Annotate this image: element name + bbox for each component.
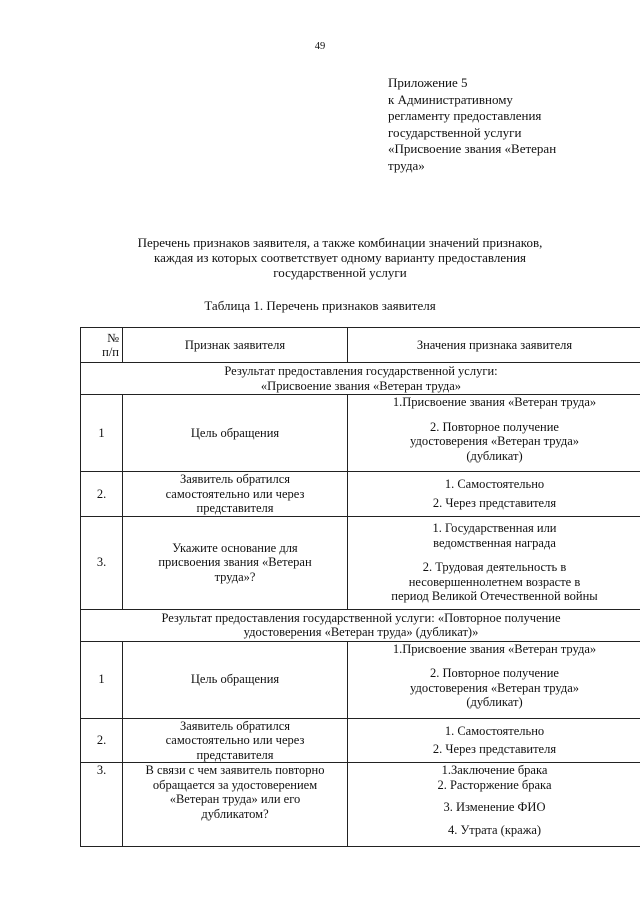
document-heading [120, 235, 560, 281]
appendix-line: «Присвоение звания «Ветеран [388, 141, 557, 157]
section-title-line: Результат предоставления государственной услуги: [224, 364, 498, 378]
header-feature: Признак заявителя [123, 328, 348, 363]
value-line: 2. Расторжение брака [437, 777, 552, 792]
row-values [348, 641, 640, 718]
row-values [348, 763, 640, 847]
value-line: 2. Повторное получение [430, 419, 559, 434]
feature-line: Заявитель обратился [180, 718, 290, 733]
heading-line: государственной услуги [273, 265, 407, 281]
value-line: (дубликат) [466, 448, 523, 463]
row-num: 1 [81, 395, 123, 472]
row-feature: Цель обращения [123, 395, 348, 472]
section-title [81, 363, 640, 395]
row-feature [123, 763, 348, 847]
feature-line: самостоятельно или через [165, 733, 305, 747]
appendix-line: государственной услуги [388, 124, 522, 140]
section-title-line: удостоверения «Ветеран труда» (дубликат)» [243, 625, 479, 639]
value-line: 4. Утрата (кража) [447, 822, 542, 837]
row-feature: Цель обращения [123, 641, 348, 718]
feature-line: самостоятельно или через [165, 486, 305, 501]
table-caption: Таблица 1. Перечень признаков заявителя [204, 298, 436, 313]
value-line: (дубликат) [466, 695, 523, 709]
appendix-line: труда» [388, 157, 425, 173]
table-row [81, 641, 640, 718]
section-title [81, 609, 640, 641]
value-line: 1. Самостоятельно [444, 477, 545, 492]
value-line: 2. Повторное получение [430, 666, 559, 680]
row-values [348, 472, 640, 517]
row-num: 2. [81, 472, 123, 517]
feature-line: труда»? [214, 569, 256, 584]
table-row [81, 472, 640, 517]
feature-line: обращается за удостоверением [152, 777, 318, 792]
row-num: 3. [81, 516, 123, 609]
value-line: 1.Присвоение звания «Ветеран труда» [392, 641, 597, 656]
page-number: 49 [314, 41, 326, 52]
feature-line: Укажите основание для [172, 540, 298, 555]
table-header-row [81, 328, 640, 363]
feature-line: В связи с чем заявитель повторно [145, 763, 325, 777]
value-line: 1.Присвоение звания «Ветеран труда» [392, 395, 597, 409]
row-feature [123, 718, 348, 763]
row-feature [123, 516, 348, 609]
feature-line: присвоения звания «Ветеран [158, 555, 312, 570]
value-line: 2. Через представителя [432, 742, 557, 757]
value-line: 2. Трудовая деятельность в [422, 560, 567, 575]
row-values [348, 718, 640, 763]
value-line: удостоверения «Ветеран труда» [410, 680, 579, 695]
section-title-line: «Присвоение звания «Ветеран труда» [260, 378, 462, 393]
value-line: ведомственная награда [433, 535, 556, 550]
value-line: период Великой Отечественной войны [391, 589, 598, 604]
header-value: Значения признака заявителя [348, 328, 640, 363]
row-num: 2. [81, 718, 123, 763]
value-line: 1. Государственная или [432, 521, 557, 536]
heading-line: Перечень признаков заявителя, а также комбинации значений признаков, [137, 235, 543, 250]
value-line: несовершеннолетнем возрасте в [408, 574, 581, 589]
appendix-line: к Административному [388, 91, 513, 107]
feature-line: «Ветеран труда» или его [169, 792, 301, 806]
table-row [81, 516, 640, 609]
section-title-line: Результат предоставления государственной услуги: «Повторное получение [161, 610, 561, 625]
row-feature [123, 472, 348, 517]
header-num-line: п/п [102, 345, 119, 359]
table-row [81, 395, 640, 472]
feature-line: представителя [196, 747, 274, 762]
value-line: 2. Через представителя [432, 495, 557, 510]
section-row [81, 609, 640, 641]
appendix-block [388, 75, 628, 175]
row-num: 1 [81, 641, 123, 718]
section-row [81, 363, 640, 395]
row-values [348, 516, 640, 609]
header-num [81, 328, 123, 363]
feature-line: Заявитель обратился [180, 472, 290, 486]
features-table [80, 327, 640, 847]
value-line: удостоверения «Ветеран труда» [410, 434, 579, 448]
heading-line: каждая из которых соответствует одному варианту предоставления [153, 250, 527, 266]
header-num-line: № [107, 330, 119, 345]
feature-line: дубликатом? [201, 806, 269, 821]
table-row [81, 718, 640, 763]
appendix-line: регламенту предоставления [388, 108, 542, 124]
row-num: 3. [81, 763, 123, 847]
value-line: 3. Изменение ФИО [443, 800, 546, 814]
appendix-line: Приложение 5 [388, 75, 468, 90]
table-row [81, 763, 640, 847]
value-line: 1. Самостоятельно [444, 723, 545, 738]
value-line: 1.Заключение брака [441, 763, 548, 777]
feature-line: представителя [196, 501, 274, 515]
row-values [348, 395, 640, 472]
